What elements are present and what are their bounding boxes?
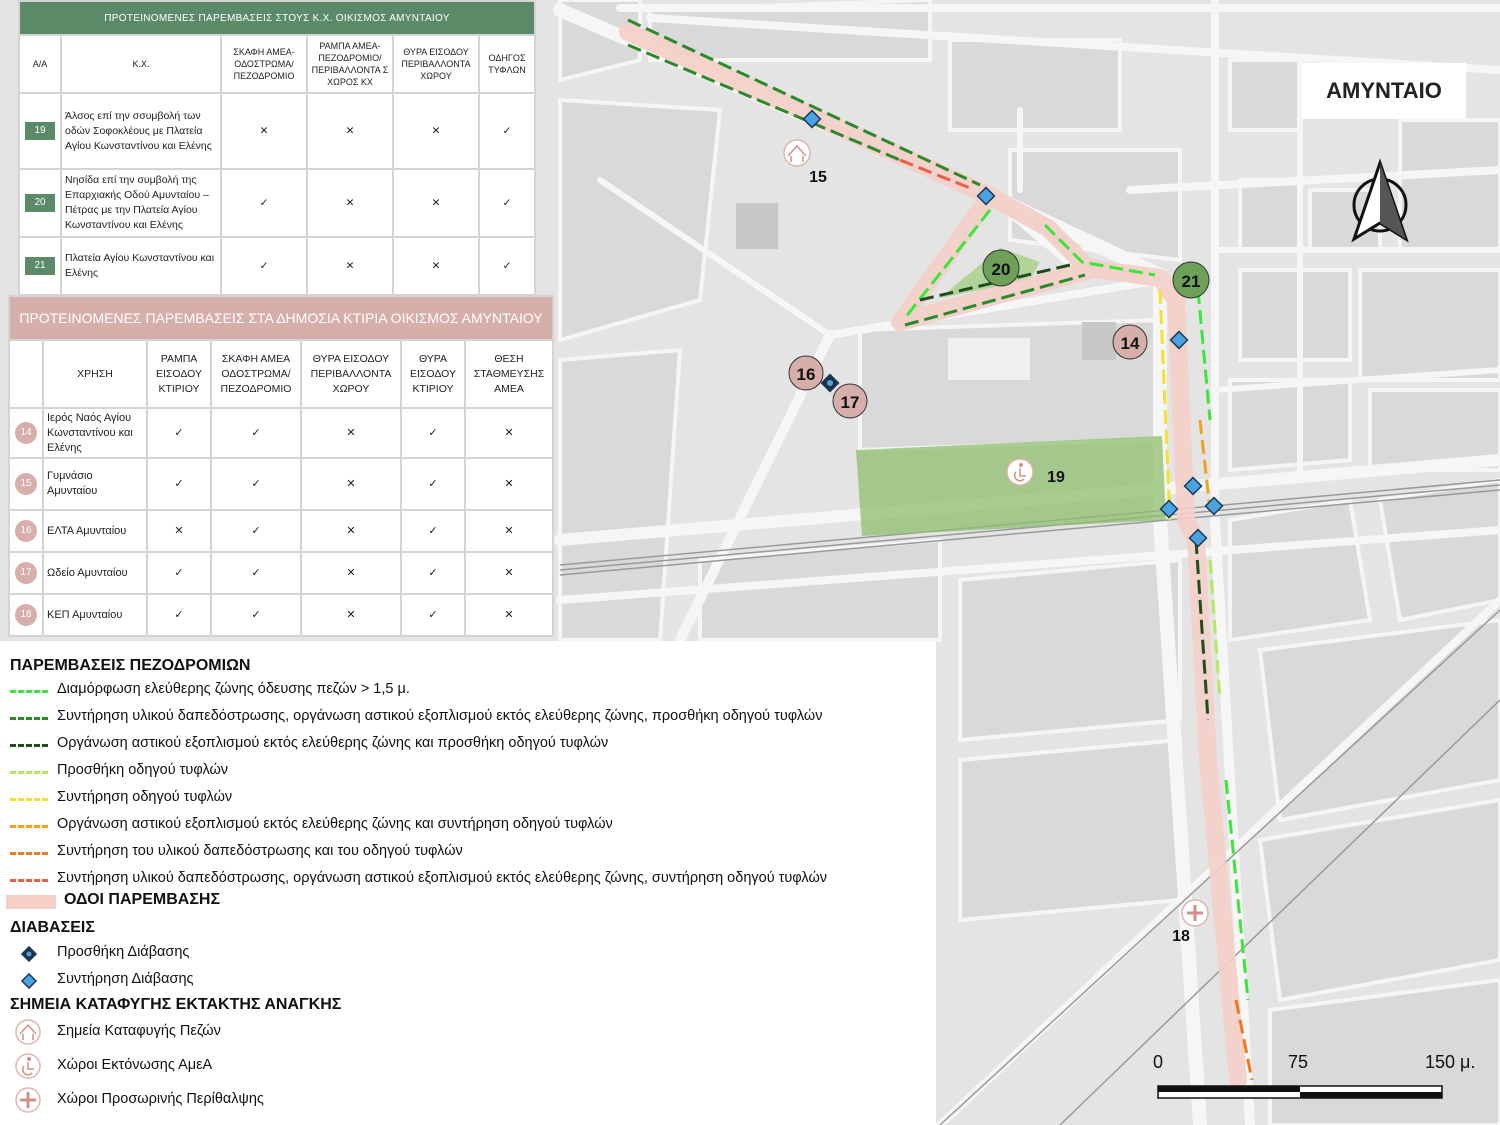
table-intersections xyxy=(18,0,536,296)
legend-item: Οργάνωση αστικού εξοπλισμού εκτός ελεύθερης ζώνης και προσθήκη οδηγού τυφλών xyxy=(57,735,609,751)
table1-header: ΟΔΗΓΟΣ ΤΥΦΛΩΝ xyxy=(479,35,535,93)
disabled-area-icon xyxy=(14,1052,42,1080)
row-name: ΕΛΤΑ Αμυνταίου xyxy=(43,510,147,552)
mark-cell: ✓ xyxy=(401,408,465,458)
mark-cell: ✓ xyxy=(211,552,301,594)
row-number: 19 xyxy=(25,122,55,140)
scale-label-0: 0 xyxy=(1153,1052,1164,1072)
marker-15: 15 xyxy=(809,169,827,186)
mark-cell: ✓ xyxy=(479,93,535,169)
table2-header: ΘΥΡΑ ΕΙΣΟΔΟΥ ΚΤΙΡΙΟΥ xyxy=(401,340,465,408)
table2-header xyxy=(9,340,43,408)
legend-dash xyxy=(10,771,48,774)
table-row xyxy=(9,594,553,636)
row-name: Ωδείο Αμυνταίου xyxy=(43,552,147,594)
legend-dash xyxy=(10,798,48,801)
table-row xyxy=(19,93,535,169)
mark-cell: ✕ xyxy=(465,594,553,636)
legend-item: Συντήρηση οδηγού τυφλών xyxy=(57,789,233,805)
mark-cell: ✓ xyxy=(221,237,307,295)
mark-cell: ✕ xyxy=(307,169,393,237)
row-name: Γυμνάσιο Αμυνταίου xyxy=(43,458,147,510)
mark-cell: ✕ xyxy=(465,458,553,510)
mark-cell: ✕ xyxy=(307,237,393,295)
legend-dash xyxy=(10,744,48,747)
mark-cell: ✓ xyxy=(479,237,535,295)
row-number: 18 xyxy=(15,604,37,626)
row-name: Ιερός Ναός Αγίου Κωνσταντίνου και Ελένης xyxy=(43,408,147,458)
marker-18: 18 xyxy=(1172,928,1190,945)
row-number: 20 xyxy=(25,194,55,212)
legend-crossings-title: ΔΙΑΒΑΣΕΙΣ xyxy=(10,919,95,936)
mark-cell: ✕ xyxy=(393,93,479,169)
legend-dash xyxy=(10,690,48,693)
legend-roads-label: ΟΔΟΙ ΠΑΡΕΜΒΑΣΗΣ xyxy=(64,891,221,908)
crossing-maintain-icon xyxy=(20,972,38,990)
row-number: 16 xyxy=(15,520,37,542)
legend-item: Συντήρηση του υλικού δαπεδόστρωσης και του οδηγού τυφλών xyxy=(57,843,463,859)
mark-cell: ✓ xyxy=(211,510,301,552)
mark-cell: ✓ xyxy=(147,552,211,594)
legend-dash xyxy=(10,852,48,855)
table-row xyxy=(19,169,535,237)
row-name: Πλατεία Αγίου Κωνσταντίνου και Ελένης xyxy=(61,237,221,295)
shelter-pedestrian-icon xyxy=(14,1018,42,1046)
table1-header: ΡΑΜΠΑ ΑΜΕΑ-ΠΕΖΟΔΡΟΜΙΟ/ ΠΕΡΙΒΑΛΛΟΝΤΑ Σ ΧΩΡΟΣ ΚΧ xyxy=(307,35,393,93)
mark-cell: ✓ xyxy=(401,552,465,594)
mark-cell: ✕ xyxy=(301,458,401,510)
marker-20: 20 xyxy=(991,260,1011,279)
row-number: 14 xyxy=(15,422,37,444)
mark-cell: ✓ xyxy=(211,594,301,636)
row-number: 21 xyxy=(25,257,55,275)
marker-17: 17 xyxy=(840,393,860,412)
table2-title: ΠΡΟΤΕΙΝΟΜΕΝΕΣ ΠΑΡΕΜΒΑΣΕΙΣ ΣΤΑ ΔΗΜΟΣΙΑ ΚΤΙΡΙΑ ΟΙΚΙΣΜΟΣ ΑΜΥΝΤΑΙΟΥ xyxy=(9,296,553,340)
table1-header: ΘΥΡΑ ΕΙΣΟΔΟΥ ΠΕΡΙΒΑΛΛΟΝΤΑ ΧΩΡΟΥ xyxy=(393,35,479,93)
row-name: Άλσος επί την σσυμβολή των οδών Σοφοκλέους με Πλατεία Αγίου Κωνσταντίνου και Ελένης xyxy=(61,93,221,169)
table1-header: Α/Α xyxy=(19,35,61,93)
mark-cell: ✕ xyxy=(147,510,211,552)
legend-item: Διαμόρφωση ελεύθερης ζώνης όδευσης πεζών > 1,5 μ. xyxy=(57,681,410,697)
table1-title: ΠΡΟΤΕΙΝΟΜΕΝΕΣ ΠΑΡΕΜΒΑΣΕΙΣ ΣΤΟΥΣ Κ.Χ. ΟΙΚΙΣΜΟΣ ΑΜΥΝΤΑΙΟΥ xyxy=(19,1,535,35)
mark-cell: ✕ xyxy=(301,594,401,636)
table2-header: ΧΡΗΣΗ xyxy=(43,340,147,408)
row-number: 17 xyxy=(15,562,37,584)
legend-crossing-add: Προσθήκη Διάβασης xyxy=(57,944,190,960)
marker-14: 14 xyxy=(1120,334,1140,353)
mark-cell: ✕ xyxy=(393,169,479,237)
shelter-pedestrian-icon xyxy=(784,140,810,166)
mark-cell: ✕ xyxy=(301,510,401,552)
first-aid-icon xyxy=(14,1086,42,1114)
mark-cell: ✓ xyxy=(211,458,301,510)
map-title: ΑΜΥΝΤΑΙΟ xyxy=(1302,63,1466,119)
mark-cell: ✕ xyxy=(307,93,393,169)
table1-header: ΣΚΑΦΗ ΑΜΕΑ-ΟΔΟΣΤΡΩΜΑ/ ΠΕΖΟΔΡΟΜΙΟ xyxy=(221,35,307,93)
legend xyxy=(0,641,936,1125)
table-row xyxy=(9,458,553,510)
legend-item: Οργάνωση αστικού εξοπλισμού εκτός ελεύθερης ζώνης και συντήρηση οδηγού τυφλών xyxy=(57,816,613,832)
mark-cell: ✓ xyxy=(147,458,211,510)
legend-item: Συντήρηση υλικού δαπεδόστρωσης, οργάνωση αστικού εξοπλισμού εκτός ελεύθερης ζώνης, συντήρηση οδηγού τυφλών xyxy=(57,870,828,886)
mark-cell: ✓ xyxy=(211,408,301,458)
mark-cell: ✕ xyxy=(221,93,307,169)
table2-header: ΘΥΡΑ ΕΙΣΟΔΟΥ ΠΕΡΙΒΑΛΛΟΝΤΑ ΧΩΡΟΥ xyxy=(301,340,401,408)
mark-cell: ✕ xyxy=(301,552,401,594)
first-aid-icon xyxy=(1182,900,1208,926)
mark-cell: ✓ xyxy=(221,169,307,237)
legend-dash xyxy=(10,825,48,828)
mark-cell: ✕ xyxy=(465,510,553,552)
table2-header: ΘΕΣΗ ΣΤΑΘΜΕΥΣΗΣ ΑΜΕΑ xyxy=(465,340,553,408)
legend-dash xyxy=(10,717,48,720)
row-name: Νησίδα επί την συμβολή της Επαρχιακής Οδού Αμυνταίου – Πέτρας με την Πλατεία Αγίου Κωνσταντίνου και Ελένης xyxy=(61,169,221,237)
scale-bar xyxy=(1158,1086,1442,1098)
mark-cell: ✕ xyxy=(465,552,553,594)
legend-shelter-title: ΣΗΜΕΙΑ ΚΑΤΑΦΥΓΗΣ ΕΚΤΑΚΤΗΣ ΑΝΑΓΚΗΣ xyxy=(10,996,342,1013)
mark-cell: ✓ xyxy=(147,594,211,636)
disabled-area-icon xyxy=(1007,459,1033,485)
mark-cell: ✓ xyxy=(401,458,465,510)
mark-cell: ✓ xyxy=(401,510,465,552)
legend-roads-swatch xyxy=(6,895,56,909)
table-row xyxy=(9,552,553,594)
marker-21: 21 xyxy=(1181,272,1201,291)
mark-cell: ✓ xyxy=(147,408,211,458)
table-row xyxy=(9,510,553,552)
table1-header: Κ.Χ. xyxy=(61,35,221,93)
mark-cell: ✕ xyxy=(301,408,401,458)
marker-16: 16 xyxy=(796,365,816,384)
row-number: 15 xyxy=(15,473,37,495)
table2-header: ΡΑΜΠΑ ΕΙΣΟΔΟΥ ΚΤΙΡΙΟΥ xyxy=(147,340,211,408)
mark-cell: ✓ xyxy=(479,169,535,237)
table-row xyxy=(9,408,553,458)
table-row xyxy=(19,237,535,295)
legend-dash xyxy=(10,879,48,882)
table2-header: ΣΚΑΦΗ ΑΜΕΑ ΟΔΟΣΤΡΩΜΑ/ ΠΕΖΟΔΡΟΜΙΟ xyxy=(211,340,301,408)
table-public-buildings xyxy=(8,295,554,637)
scale-label-75: 75 xyxy=(1288,1052,1309,1072)
legend-shelter-pedestrian: Σημεία Καταφυγής Πεζών xyxy=(57,1023,221,1039)
legend-item: Συντήρηση υλικού δαπεδόστρωσης, οργάνωση αστικού εξοπλισμού εκτός ελεύθερης ζώνης, προσθήκη οδηγού τυφλών xyxy=(57,708,823,724)
legend-shelter-care: Χώροι Προσωρινής Περίθαλψης xyxy=(57,1091,264,1107)
legend-sidewalks-title: ΠΑΡΕΜΒΑΣΕΙΣ ΠΕΖΟΔΡΟΜΙΩΝ xyxy=(10,657,251,674)
mark-cell: ✕ xyxy=(465,408,553,458)
legend-item: Προσθήκη οδηγού τυφλών xyxy=(57,762,229,778)
legend-crossing-maintain: Συντήρηση Διάβασης xyxy=(57,971,194,987)
row-name: ΚΕΠ Αμυνταίου xyxy=(43,594,147,636)
legend-shelter-disabled: Χώροι Εκτόνωσης ΑμεΑ xyxy=(57,1057,213,1073)
mark-cell: ✓ xyxy=(401,594,465,636)
scale-label-150: 150 μ. xyxy=(1425,1052,1476,1072)
marker-19: 19 xyxy=(1047,469,1065,486)
crossing-add-icon xyxy=(20,945,38,963)
mark-cell: ✕ xyxy=(393,237,479,295)
